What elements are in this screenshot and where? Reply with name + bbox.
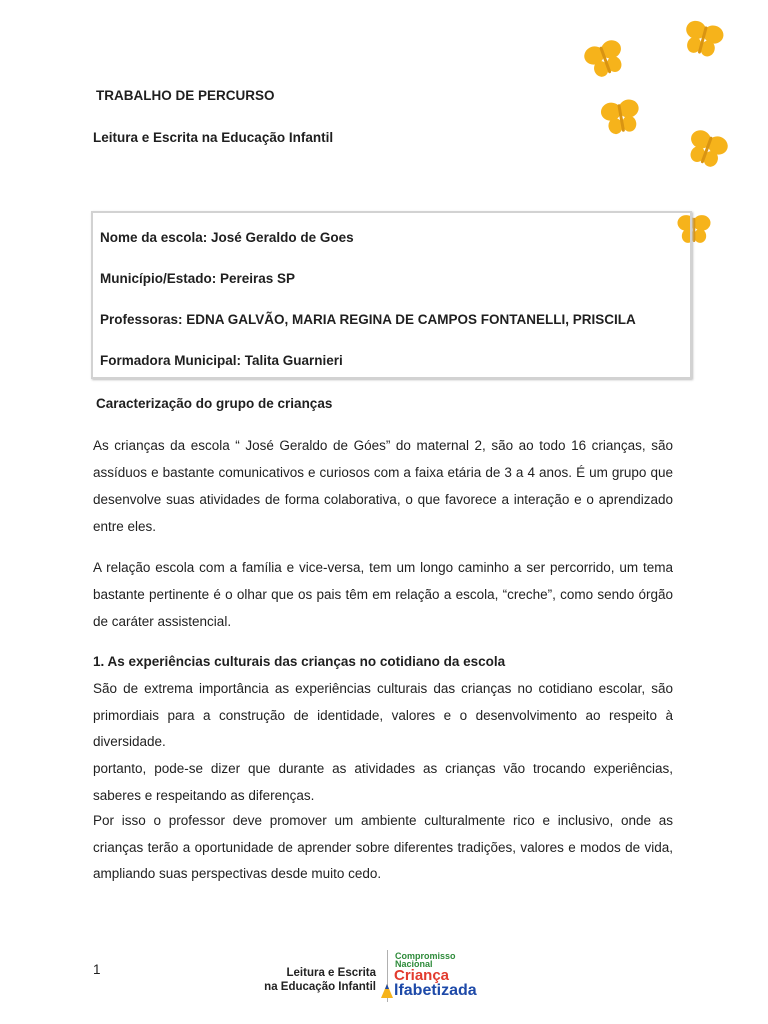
pencil-a-icon bbox=[381, 984, 393, 998]
page-number: 1 bbox=[93, 962, 101, 977]
butterfly-icon bbox=[680, 18, 726, 60]
paragraph: portanto, pode-se dizer que durante as atividades as crianças vão trocando experiências, saberes e respeitando as diferenças. bbox=[93, 761, 673, 803]
logo-alfabetizada: lfabetizada bbox=[394, 982, 477, 999]
butterfly-icon bbox=[582, 38, 628, 80]
butterfly-icon bbox=[598, 96, 644, 138]
paragraph: As crianças da escola “ José Geraldo de Góes” do maternal 2, são ao todo 16 crianças, são assíduos e bastante comunicativos e curiosos com a faixa etária de 3 a 4 anos. É um grupo que desenvolve suas atividades de forma colaborativa, o que favorece a interação e o aprendizado entre eles. bbox=[93, 438, 673, 534]
school-info-box bbox=[91, 211, 692, 379]
document-subtitle: Leitura e Escrita na Educação Infantil bbox=[93, 130, 334, 145]
city-state: Município/Estado: Pereiras SP bbox=[100, 271, 296, 286]
program-logo-top bbox=[395, 952, 456, 968]
section-heading: Caracterização do grupo de crianças bbox=[96, 396, 333, 411]
logo-line2: Nacional bbox=[395, 959, 433, 969]
school-name: Nome da escola: José Geraldo de Goes bbox=[100, 230, 354, 245]
subsection-heading: 1. As experiências culturais das crianças no cotidiano da escola bbox=[93, 654, 506, 669]
document-title: TRABALHO DE PERCURSO bbox=[96, 88, 275, 103]
paragraph: A relação escola com a família e vice-versa, tem um longo caminho a ser percorrido, um tema bastante pertinente é o olhar que os pais têm em relação a escola, “creche”, como sendo órgão de caráter assistencial. bbox=[93, 560, 673, 629]
teachers: Professoras: EDNA GALVÃO, MARIA REGINA DE CAMPOS FONTANELLI, PRISCILA bbox=[100, 312, 636, 327]
course-line2: na Educação Infantil bbox=[264, 981, 376, 993]
logo-line1: Compromisso bbox=[395, 951, 456, 961]
municipal-trainer: Formadora Municipal: Talita Guarnieri bbox=[100, 353, 343, 368]
course-line1: Leitura e Escrita bbox=[286, 967, 376, 979]
paragraph: São de extrema importância as experiências culturais das crianças no cotidiano escolar, são primordiais para a construção de identidade, valores e o desenvolvimento ao respeito à diversidade. bbox=[93, 681, 673, 749]
course-name bbox=[262, 966, 376, 994]
butterfly-icon bbox=[684, 128, 730, 170]
logo-crianca: Criança bbox=[394, 967, 450, 984]
paragraph: Por isso o professor deve promover um ambiente culturalmente rico e inclusivo, onde as crianças terão a oportunidade de aprender sobre diferentes tradições, valores e modos de vida, ampliando suas perspectivas desde muito cedo. bbox=[93, 813, 673, 881]
